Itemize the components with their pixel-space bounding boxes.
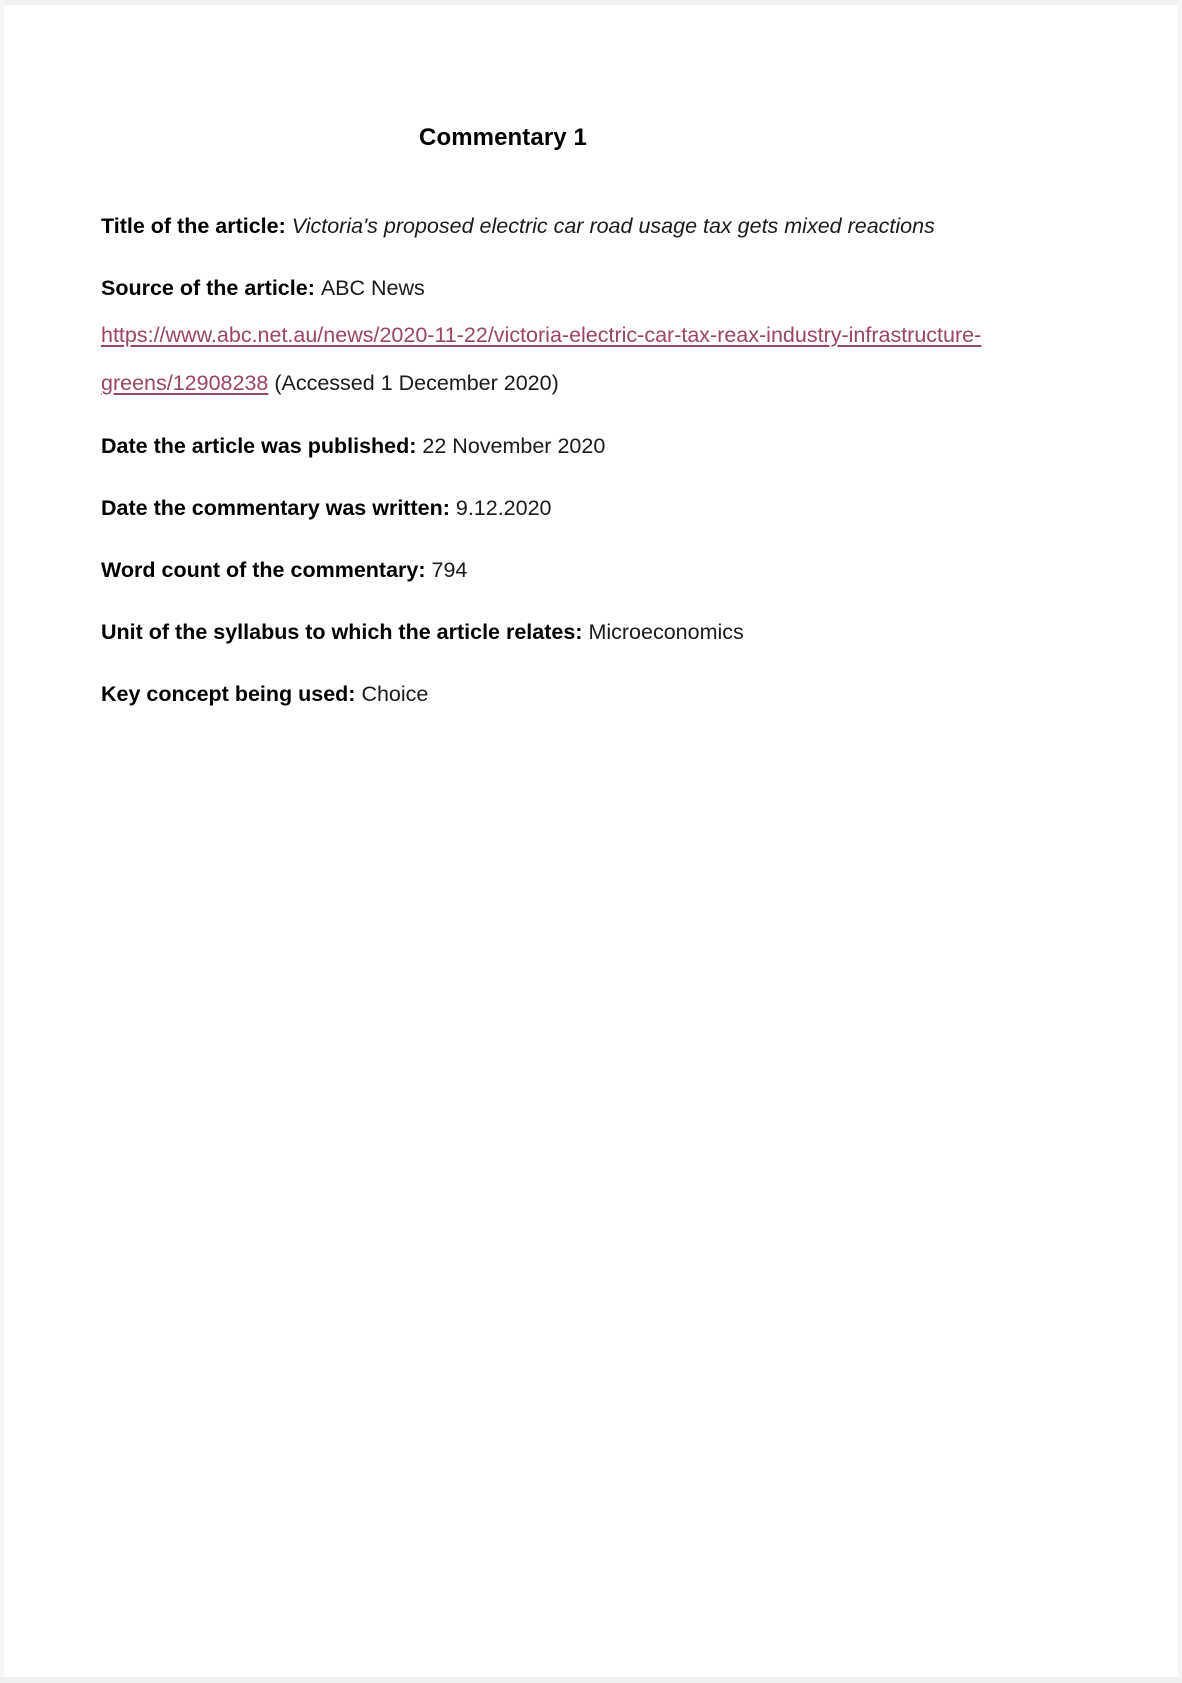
field-syllabus-unit [101,610,991,655]
field-value-word-count: 794 [431,558,468,582]
field-label-syllabus-unit: Unit of the syllabus to which the article relates: [101,620,583,644]
field-label-date-published: Date the article was published: [101,434,417,458]
field-date-written [101,486,991,531]
field-source-url-line [101,311,991,407]
document-content [101,124,991,734]
field-label-date-written: Date the commentary was written: [101,496,450,520]
field-source [101,266,991,407]
field-value-syllabus-unit: Microeconomics [588,620,744,644]
page-edge-top [0,0,1182,5]
field-label-source: Source of the article: [101,276,315,300]
page-title: Commentary 1 [419,124,587,151]
field-key-concept [101,672,991,717]
field-label-article-title: Title of the article: [101,214,286,238]
page-edge-bottom [0,1677,1182,1683]
field-value-source: ABC News [320,276,425,300]
field-word-count [101,548,991,593]
page-edge-right [1178,0,1182,1683]
field-value-date-published: 22 November 2020 [422,434,606,458]
field-article-title [101,204,991,249]
article-url-part-2: infrastructure-greens/12908238 [101,323,982,395]
field-value-date-written: 9.12.2020 [455,496,552,520]
article-url-part-1: https://www.abc.net.au/news/2020-11-22/victoria-electric-car-tax-reax-industry- [101,323,849,347]
page-edge-left [0,0,4,1683]
article-accessed-date: (Accessed 1 December 2020) [268,371,559,395]
field-date-published [101,424,991,469]
field-label-word-count: Word count of the commentary: [101,558,426,582]
field-label-key-concept: Key concept being used: [101,682,356,706]
field-source-name-line [101,266,991,311]
field-value-article-title: Victoria's proposed electric car road usage tax gets mixed reactions [291,214,935,238]
field-value-key-concept: Choice [361,682,429,706]
